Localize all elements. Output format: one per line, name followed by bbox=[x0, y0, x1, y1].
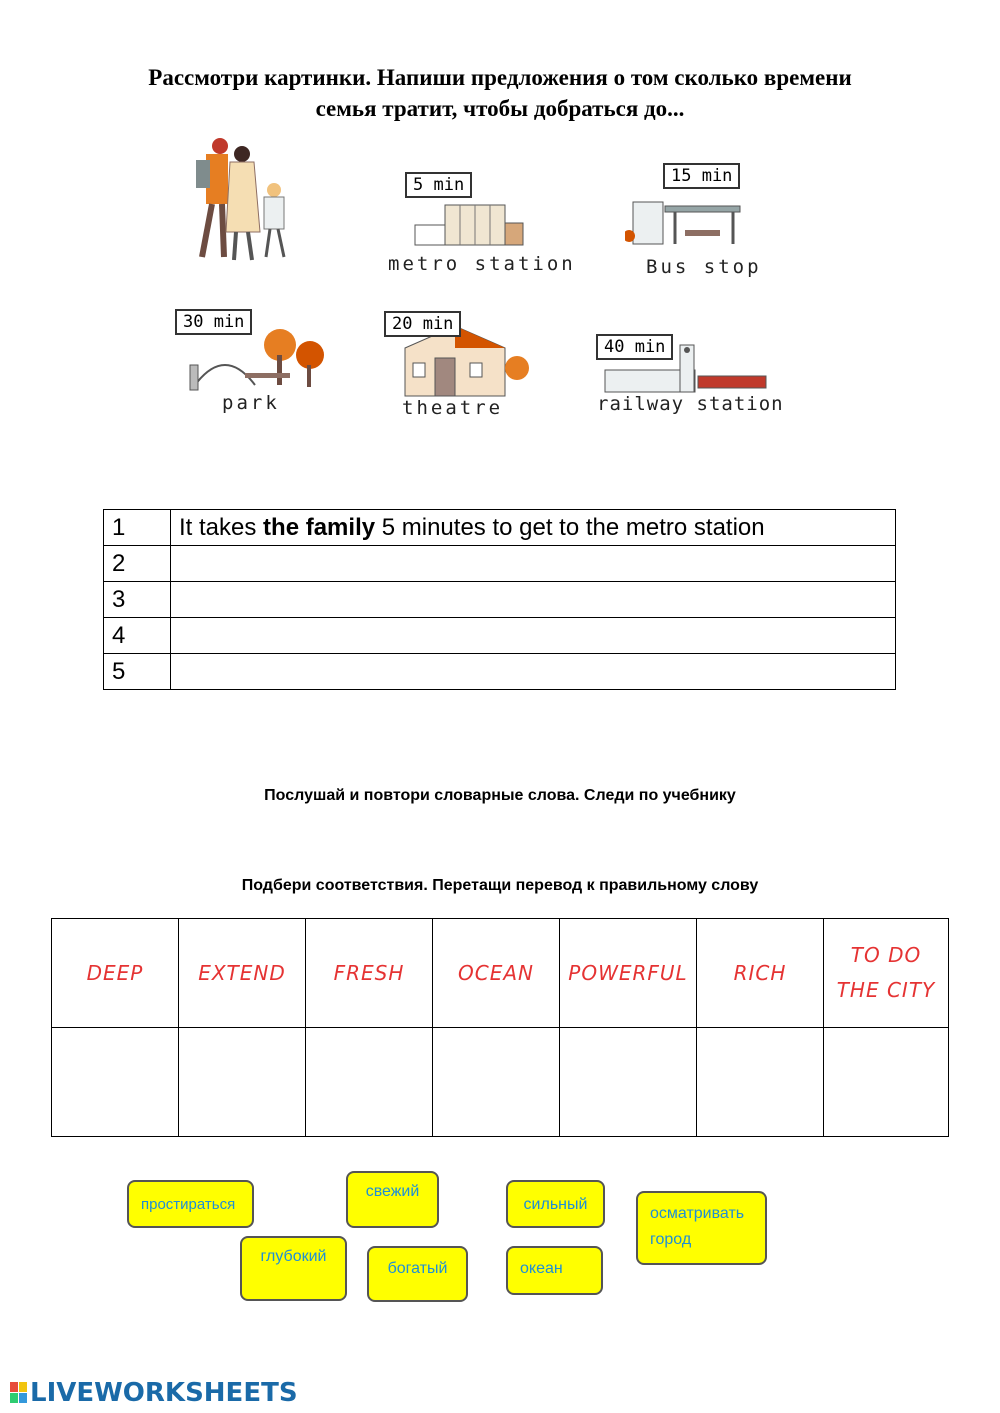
row-number: 3 bbox=[104, 582, 171, 618]
theatre-time-sign: 20 min bbox=[384, 311, 461, 337]
answer-cell bbox=[171, 510, 896, 546]
answer-input-cell[interactable] bbox=[171, 546, 896, 582]
vocab-word: EXTEND bbox=[179, 919, 306, 1028]
answer-input-cell[interactable] bbox=[171, 582, 896, 618]
card-line: город bbox=[650, 1231, 692, 1248]
row-number: 5 bbox=[104, 654, 171, 690]
table-row bbox=[104, 618, 896, 654]
answers-table bbox=[103, 509, 896, 690]
bus-stop-illustration bbox=[625, 192, 745, 252]
drag-card-svezhiy[interactable]: свежий bbox=[346, 1171, 439, 1228]
drag-card-bogatyy[interactable]: богатый bbox=[367, 1246, 468, 1302]
table-row bbox=[104, 582, 896, 618]
drop-zone[interactable] bbox=[433, 1028, 560, 1137]
title-line-1: Рассмотри картинки. Напиши предложения о том сколько времени bbox=[148, 65, 852, 90]
answer-text: 5 minutes to get to the metro station bbox=[375, 513, 765, 541]
drop-zone[interactable] bbox=[697, 1028, 824, 1137]
drop-zone[interactable] bbox=[52, 1028, 179, 1137]
title-line-2: семья тратит, чтобы добраться до... bbox=[315, 96, 685, 121]
drop-zone[interactable] bbox=[179, 1028, 306, 1137]
answer-input-cell[interactable] bbox=[171, 618, 896, 654]
row-number: 4 bbox=[104, 618, 171, 654]
row-number: 2 bbox=[104, 546, 171, 582]
answer-bold-text: the family bbox=[263, 513, 376, 541]
park-caption: park bbox=[222, 392, 280, 414]
park-illustration bbox=[185, 325, 330, 395]
vocab-word: FRESH bbox=[306, 919, 433, 1028]
vocab-word-line: THE CITY bbox=[836, 978, 936, 1002]
page-title bbox=[60, 62, 940, 124]
answer-input-cell[interactable] bbox=[171, 654, 896, 690]
drop-zone[interactable] bbox=[824, 1028, 949, 1137]
vocab-match-table bbox=[51, 918, 949, 1137]
drag-card-prostiratsya[interactable]: простираться bbox=[127, 1180, 254, 1228]
drag-card-glubokiy[interactable]: глубокий bbox=[240, 1236, 347, 1301]
metro-time-sign: 5 min bbox=[405, 172, 472, 198]
metro-building-illustration bbox=[405, 195, 525, 250]
bus-time-sign: 15 min bbox=[663, 163, 740, 189]
table-row bbox=[52, 1028, 949, 1137]
drag-card-silnyy[interactable]: сильный bbox=[506, 1180, 605, 1228]
vocab-word: DEEP bbox=[52, 919, 179, 1028]
listen-instruction: Послушай и повтори словарные слова. Следи по учебнику bbox=[264, 787, 736, 804]
drop-zone[interactable] bbox=[306, 1028, 433, 1137]
card-line: осматривать bbox=[650, 1205, 745, 1222]
logo-text: LIVEWORKSHEETS bbox=[30, 1378, 298, 1408]
metro-caption: metro station bbox=[388, 253, 576, 275]
family-illustration bbox=[180, 132, 295, 267]
bus-caption: Bus stop bbox=[646, 256, 762, 278]
park-time-sign: 30 min bbox=[175, 309, 252, 335]
railway-caption: railway station bbox=[597, 393, 784, 415]
vocab-word bbox=[824, 919, 949, 1028]
vocab-word: POWERFUL bbox=[560, 919, 697, 1028]
drag-card-osmatrivat-gorod[interactable] bbox=[636, 1191, 767, 1265]
drag-card-okean[interactable]: океан bbox=[506, 1246, 603, 1295]
drop-zone[interactable] bbox=[560, 1028, 697, 1137]
logo-blocks-icon bbox=[10, 1382, 28, 1404]
theatre-caption: theatre bbox=[402, 397, 504, 419]
vocab-word: OCEAN bbox=[433, 919, 560, 1028]
answer-text: It takes bbox=[179, 513, 264, 541]
table-row bbox=[104, 510, 896, 546]
vocab-word: RICH bbox=[697, 919, 824, 1028]
liveworksheets-logo[interactable] bbox=[10, 1378, 298, 1408]
table-row bbox=[52, 919, 949, 1028]
row-number: 1 bbox=[104, 510, 171, 546]
vocab-word-line: TO DO bbox=[850, 943, 922, 967]
table-row bbox=[104, 654, 896, 690]
railway-time-sign: 40 min bbox=[596, 334, 673, 360]
match-instruction: Подбери соответствия. Перетащи перевод к правильному слову bbox=[241, 877, 759, 894]
table-row bbox=[104, 546, 896, 582]
